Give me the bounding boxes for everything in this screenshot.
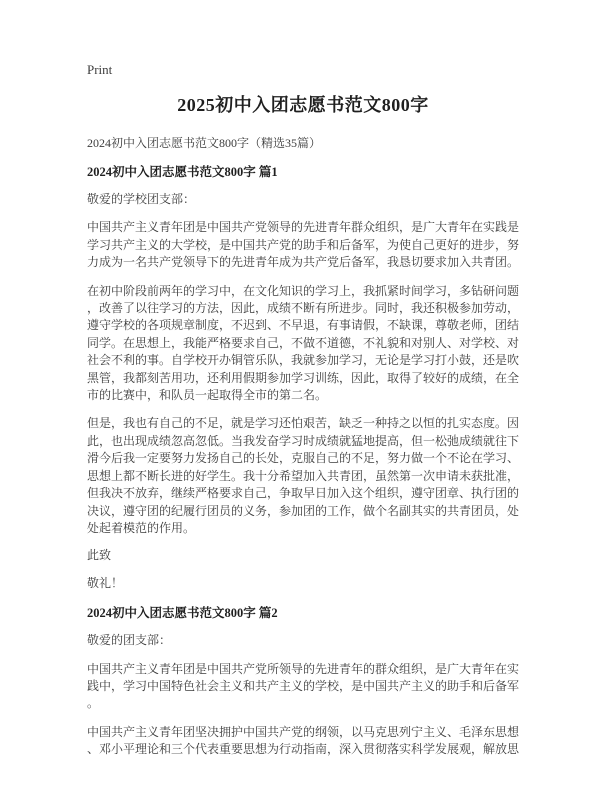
section-1-salutation: 敬爱的学校团支部： — [87, 192, 196, 206]
section-1-paragraph-3: 但是，我也有自己的不足，就是学习还怕艰苦，缺乏一种持之以恒的扎实态度。因此，也出现成绩忽高忽低。当我发奋学习时成绩就猛地提高，但一松弛成绩就往下滑今后我一定要努力发扬自己的长处，克服自己的不足，努力做一个不论在学习、思想上都不断长进的好学生。我十分希望加入共青团，虽然第一次申请未获批准，但我决不放弃，继续严格要求自己，争取早日加入这个组织，遵守团章、执行团的决议，遵守团的纪履行团员的义务，参加团的工作，做个名副其实的共青团员，处处起着模范的作用。 — [87, 416, 520, 535]
section-1-closing-zhici: 此致 — [87, 548, 112, 563]
essay-section-2 — [87, 605, 519, 758]
section-2-paragraph-2: 中国共产主义青年团坚决拥护中国共产党的纲领，以马克思列宁主义、毛泽东思想、邓小平理论和三个代表重要思想为行动指南，深入贯彻落实科学发展观，解放思 — [87, 724, 520, 757]
section-2-heading: 2024初中入团志愿书范文800字 篇2 — [87, 606, 278, 621]
section-1-paragraph-2: 在初中阶段前两年的学习中，在文化知识的学习上，我抓紧时间学习，多钻研问题，改善了以往学习的方法，因此，成绩不断有所进步。同时，我还积极参加劳动，遵守学校的各项规章制度，不迟到、不早退，有事请假，不缺课，尊敬老师，团结同学。在思想上，我能严格要求自己，不做不道德，不礼貌和对别人、对学校、对社会不利的事。自学校开办铜管乐队，我就参加学习，无论是学习打小鼓，还是吹黑管，我都刻苦用功，还利用假期参加学习训练，因此，取得了较好的成绩，在全市的比赛中，和队员一起取得全市的第二名。 — [87, 283, 520, 403]
page-title: 2025初中入团志愿书范文800字 — [177, 95, 429, 115]
section-2-paragraph-1: 中国共产主义青年团是中国共产党所领导的先进青年的群众组织，是广大青年在实践中，学习中国特色社会主义和共产主义的学校，是中国共产主义的助手和后备军。 — [87, 661, 520, 711]
print-button[interactable]: Print — [87, 62, 113, 77]
section-2-salutation: 敬爱的团支部： — [87, 633, 172, 648]
page-subtitle: 2024初中入团志愿书范文800字（精选35篇） — [87, 136, 322, 150]
section-1-paragraph-1: 中国共产主义青年团是中国共产党领导的先进青年群众组织，是广大青年在实践是学习共产主义的大学校，是中国共产党的助手和后备军，为使自己更好的进步，努力成为一名共产党领导下的先进青年成为共产党后备军，我恳切要求加入共青团。 — [87, 220, 520, 270]
section-1-closing-jingli: 敬礼！ — [87, 575, 124, 590]
essay-section-1 — [87, 164, 519, 592]
section-1-heading: 2024初中入团志愿书范文800字 篇1 — [87, 165, 278, 179]
document-content — [87, 62, 519, 759]
